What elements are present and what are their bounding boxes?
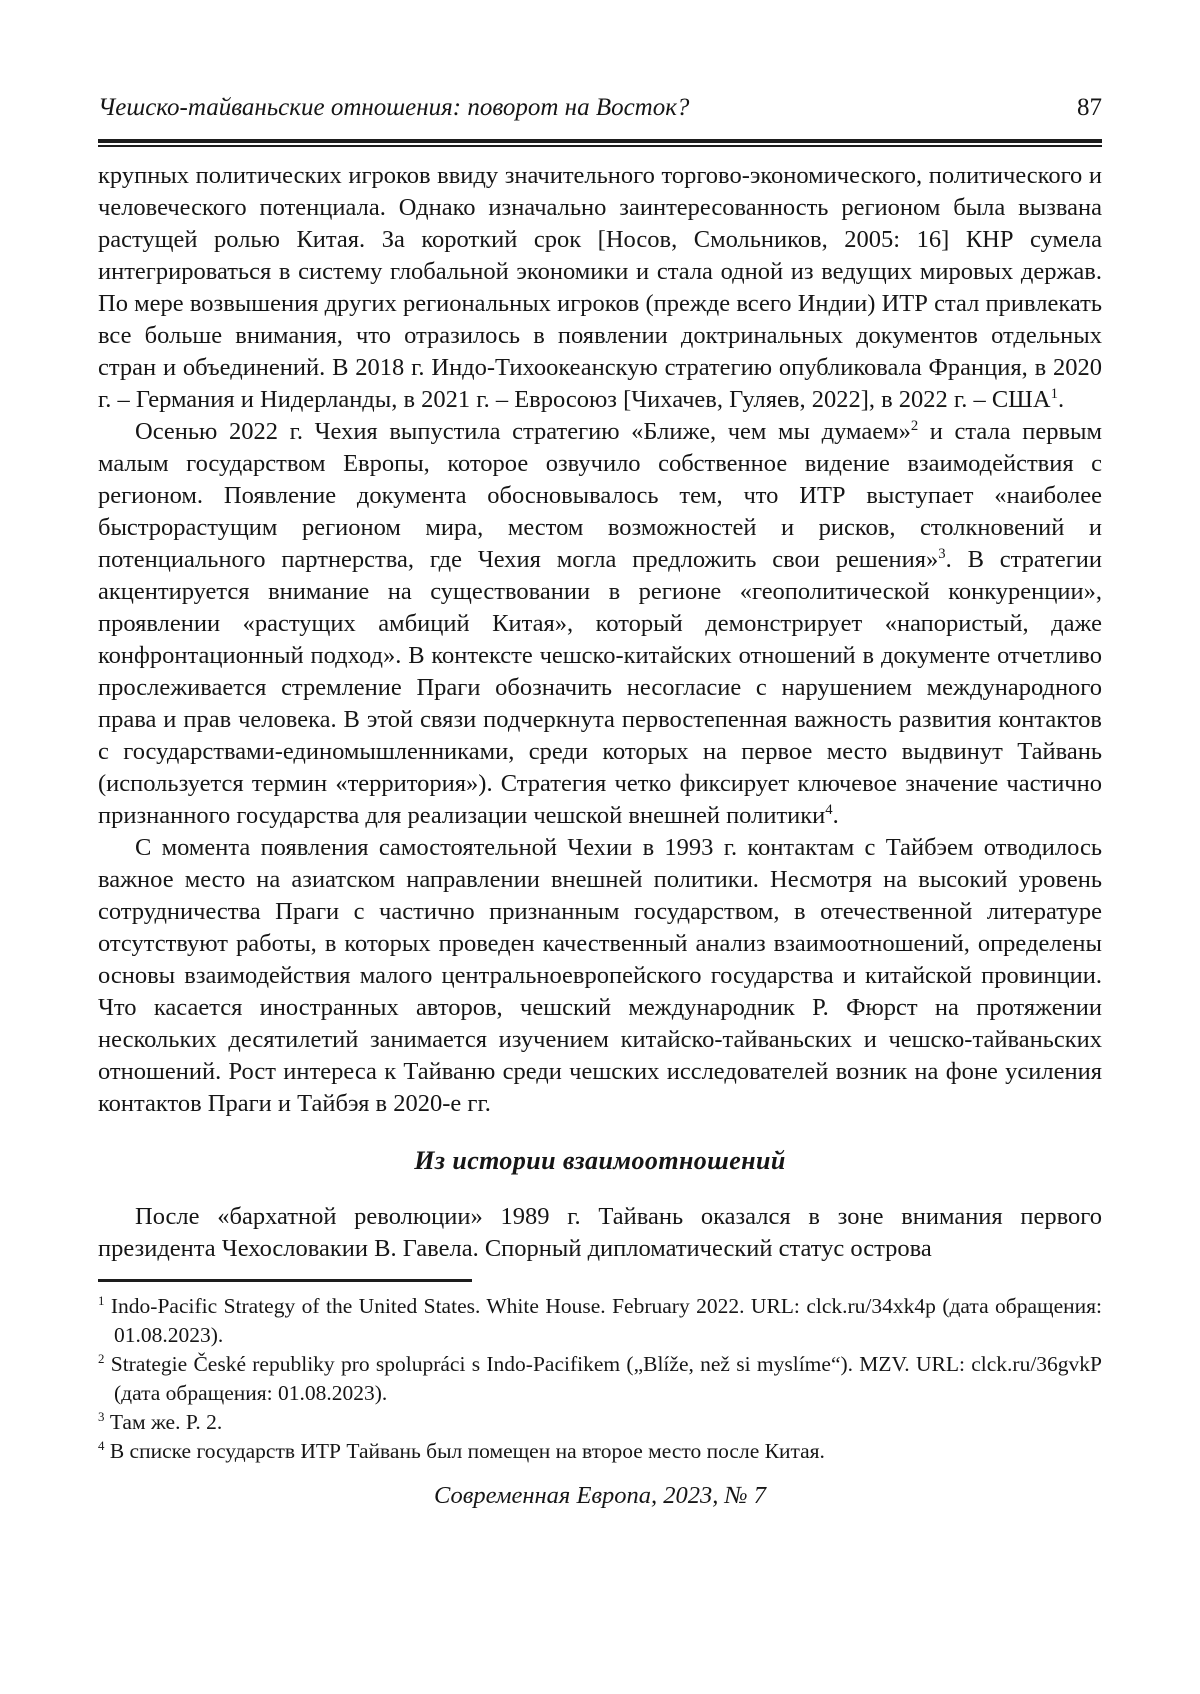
footnote-marker: 4 — [98, 1438, 105, 1453]
page-number: 87 — [1077, 94, 1102, 121]
footnote-ref: 4 — [825, 801, 833, 818]
journal-line: Современная Европа, 2023, № 7 — [433, 1482, 767, 1509]
section-heading: Из истории взаимоотношений — [414, 1146, 786, 1175]
footnote-marker: 1 — [98, 1293, 105, 1308]
footnote-marker: 3 — [98, 1409, 105, 1424]
paragraphs-before-heading — [98, 160, 1102, 1120]
footnote: $^2$ Strategie České republiky pro spolupráci s Indo-Pacifikem („Blíže, než si myslíme“). MZV. URL: clck.ru/36gvkP (дата обращения: 01.08.2023). — [98, 1351, 1102, 1405]
footnotes — [98, 1292, 1102, 1466]
running-header — [98, 92, 1102, 124]
footnote-marker: 2 — [98, 1351, 105, 1366]
paragraphs-after-heading — [98, 1201, 1102, 1265]
page-footer — [98, 1480, 1102, 1512]
footnote-ref: 1 — [1050, 385, 1058, 402]
header-rule — [98, 139, 1102, 147]
paragraph: С момента появления самостоятельной Чехии в 1993 г. контактам с Тайбэем отводилось важное место на азиатском направлении внешней политики. Несмотря на высокий уровень сотрудничества Праги с частично признанным государством, в отечественной литературе отсутствуют работы, в которых проведен качественный анализ взаимоотношений, определены основы взаимодействия малого центральноевропейского государства и китайской провинции. Что касается иностранных авторов, чешский международник Р. Фюрст на протяжении нескольких десятилетий занимается изучением китайско-тайваньских и чешско-тайваньских отношений. Рост интереса к Тайваню среди чешских исследователей возник на фоне усиления контактов Праги и Тайбэя в 2020-е гг. — [98, 834, 1102, 1117]
footnote: $^3$ Там же. P. 2. — [98, 1409, 223, 1434]
paragraph: Осенью 2022 г. Чехия выпустила стратегию «Ближе, чем мы думаем»$^2$ и стала первым малым государством Европы, которое озвучило собственное видение взаимодействия с регионом. Появление документа обосновывалось тем, что ИТР выступает «наиболее быстрорастущим регионом мира, местом возможностей и рисков, столкновений и потенциального партнерства, где Чехия могла предложить свои решения»$^3$. В стратегии акцентируется внимание на существовании в регионе «геополитической конкуренции», проявлении «растущих амбиций Китая», который демонстрирует «напористый, даже конфронтационный подход». В контексте чешско-китайских отношений в документе отчетливо прослеживается стремление Праги обозначить несогласие с нарушением международного права и прав человека. В этой связи подчеркнута первостепенная важность развития контактов с государствами-единомышленниками, среди которых на первое место выдвинут Тайвань (используется термин «территория»). Стратегия четко фиксирует ключевое значение частично признанного государства для реализации чешской внешней политики$^4$. — [98, 417, 1102, 829]
footnote-ref: 2 — [910, 417, 919, 434]
footnote: $^4$ В списке государств ИТР Тайвань был помещен на второе место после Китая. — [98, 1438, 825, 1463]
footnote-separator — [98, 1279, 472, 1282]
footnote-ref: 3 — [938, 545, 946, 562]
footnote: $^1$ Indo-Pacific Strategy of the United States. White House. February 2022. URL: clck.ru/34xk4p (дата обращения: 01.08.2023). — [98, 1293, 1102, 1347]
paragraph: крупных политических игроков ввиду значительного торгово-экономического, политического и человеческого потенциала. Однако изначально заинтересованность регионом была вызвана растущей ролью Китая. За короткий срок [Носов, Смольников, 2005: 16] КНР сумела интегрироваться в систему глобальной экономики и стала одной из ведущих мировых держав. По мере возвышения других региональных игроков (прежде всего Индии) ИТР стал привлекать все больше внимания, что отразилось в появлении доктринальных документов отдельных стран и объединений. В 2018 г. Индо-Тихоокеанскую стратегию опубликовала Франция, в 2020 г. – Германия и Нидерланды, в 2021 г. – Евросоюз [Чихачев, Гуляев, 2022], в 2022 г. – США$^1$. — [98, 162, 1102, 413]
running-title: Чешско-тайваньские отношения: поворот на Восток? — [98, 94, 690, 121]
paragraph: После «бархатной революции» 1989 г. Тайвань оказался в зоне внимания первого президента Чехословакии В. Гавела. Спорный дипломатический статус острова — [98, 1203, 1102, 1262]
article-body — [98, 160, 1102, 1265]
